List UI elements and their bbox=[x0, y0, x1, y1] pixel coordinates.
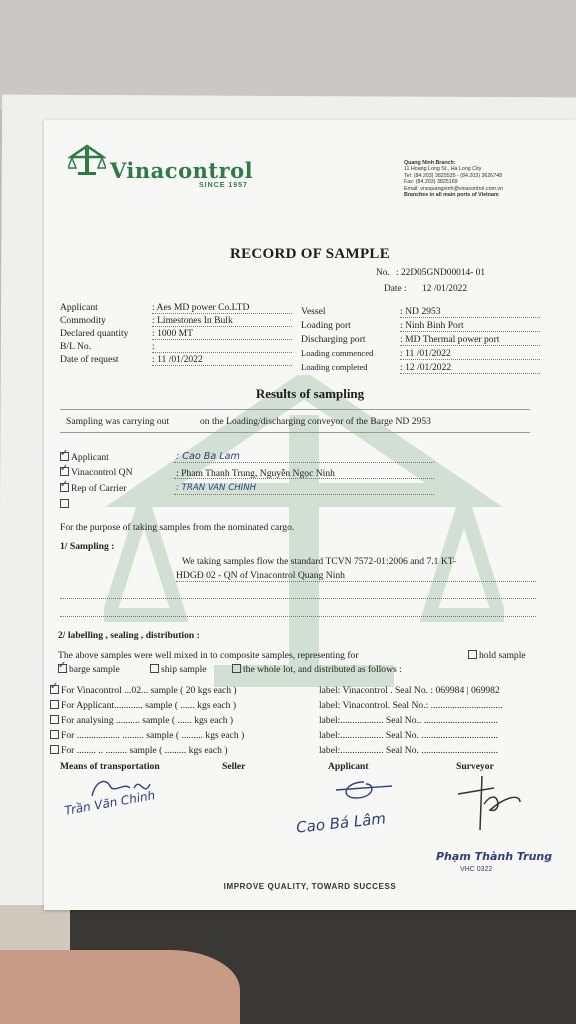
sampling-text-line: HDGĐ 02 - QN of Vinacontrol Quang Ninh bbox=[176, 570, 536, 582]
distribution-right: label: Vinacontrol. Seal No.: .............................. bbox=[319, 700, 503, 711]
sampling-prefix: Sampling was carrying out bbox=[66, 416, 170, 427]
ship-sample-option bbox=[150, 664, 207, 675]
checkbox-checked[interactable] bbox=[60, 452, 69, 461]
detail-value: : Ninh Binh Port bbox=[400, 320, 540, 332]
option-label: barge sample bbox=[69, 664, 120, 675]
branch-line: Tel: (84.203) 3825535 - (84.203) 3626748 bbox=[404, 172, 503, 179]
transport-signature-name: Trần Văn Chinh bbox=[63, 788, 157, 818]
detail-label: Discharging port bbox=[301, 334, 366, 345]
divider bbox=[60, 432, 530, 433]
detail-value: : Limestones In Bulk bbox=[152, 315, 292, 327]
distribution-right: label:.................. Seal No. ................................ bbox=[319, 730, 499, 741]
brand-since: SINCE 1957 bbox=[199, 182, 248, 189]
detail-value: : bbox=[152, 341, 292, 353]
detail-value: : 12 /01/2022 bbox=[400, 362, 540, 374]
surveyor-code: VHC 0322 bbox=[460, 866, 493, 873]
checkbox-checked[interactable] bbox=[60, 483, 69, 492]
branch-line: Email: vnoquangninh@vinacontrol.com.vn bbox=[404, 185, 504, 192]
signature-header-applicant: Applicant bbox=[328, 761, 369, 772]
mixed-text: The above samples were well mixed in to composite samples, representing for bbox=[58, 650, 359, 661]
background-surface bbox=[0, 0, 576, 110]
sampling-heading: 1/ Sampling : bbox=[60, 541, 115, 552]
branch-line: Quang Ninh Branch: bbox=[404, 160, 456, 166]
detail-label: Loading completed bbox=[301, 362, 368, 372]
detail-label: Loading port bbox=[301, 320, 351, 331]
distribution-row bbox=[50, 745, 228, 756]
signature-header-seller: Seller bbox=[222, 761, 246, 772]
distribution-right: label: Vinacontrol . Seal No. : 069984 | 069982 bbox=[319, 685, 500, 696]
dotted-line bbox=[174, 478, 434, 479]
detail-label: B/L No. bbox=[60, 341, 92, 352]
distribution-left: For analysing .......... sample ( ...... kgs each ) bbox=[61, 715, 234, 726]
checkbox-unchecked[interactable] bbox=[232, 664, 241, 673]
dotted-line bbox=[174, 494, 434, 495]
signature-header-surveyor: Surveyor bbox=[456, 761, 494, 772]
record-date-value: 12 /01/2022 bbox=[422, 284, 468, 294]
checkbox-checked[interactable] bbox=[50, 685, 59, 694]
branch-line: Fax: (84.203) 3825169 bbox=[404, 179, 458, 186]
distribution-row bbox=[50, 700, 236, 711]
detail-value: : MD Thermal power port bbox=[400, 334, 540, 346]
detail-value: : 11 /01/2022 bbox=[152, 354, 292, 366]
dotted-line bbox=[60, 598, 536, 599]
sampling-location: on the Loading/discharging conveyor of the Barge ND 2953 bbox=[200, 416, 431, 427]
checkbox-checked[interactable] bbox=[58, 664, 67, 673]
checkbox-unchecked[interactable] bbox=[50, 715, 59, 724]
party-label: Rep of Carrier bbox=[71, 483, 127, 494]
party-value: : Cao Ba Lam bbox=[176, 451, 240, 462]
distribution-left: For Applicant............ sample ( ...... kgs each ) bbox=[61, 700, 237, 711]
barge-sample-option bbox=[58, 664, 120, 675]
distribution-left: For ........ .. ......... sample ( ......... kgs each ) bbox=[61, 745, 228, 756]
applicant-signature-name: Cao Bá Lâm bbox=[295, 809, 387, 837]
document-title: RECORD OF SAMPLE bbox=[229, 246, 391, 262]
detail-value: : 1000 MT bbox=[152, 328, 292, 340]
detail-label: Vessel bbox=[301, 306, 326, 317]
option-label: hold sample bbox=[479, 650, 526, 661]
record-date-label: Date : bbox=[384, 284, 407, 294]
sampling-text-line: We taking samples flow the standard TCVN 7572-01:2006 and 7.1 KT- bbox=[182, 556, 456, 567]
detail-label: Loading commenced bbox=[301, 348, 374, 358]
signature-header-transport: Means of transportation bbox=[60, 761, 160, 772]
distribution-row bbox=[50, 715, 233, 726]
footer-slogan: IMPROVE QUALITY, TOWARD SUCCESS bbox=[223, 882, 397, 891]
branch-contact bbox=[404, 160, 503, 198]
party-row bbox=[60, 452, 109, 463]
distribution-left: For Vinacontrol ...02... sample ( 20 kgs each ) bbox=[61, 685, 237, 696]
party-label: Applicant bbox=[71, 452, 109, 463]
option-label: the whole lot, and distributed as follows : bbox=[243, 664, 402, 675]
party-value: : Pham Thanh Trung, Nguyễn Ngọc Ninh bbox=[176, 468, 335, 479]
applicant-signature bbox=[334, 776, 394, 806]
detail-label: Commodity bbox=[60, 315, 106, 326]
distribution-left: For .................. ......... sample ( ......... kgs each ) bbox=[61, 730, 245, 741]
dotted-line bbox=[60, 616, 536, 617]
record-no-value: : 22D05GND00014- 01 bbox=[396, 268, 486, 278]
party-row bbox=[60, 467, 133, 478]
checkbox-unchecked[interactable] bbox=[50, 745, 59, 754]
party-label: Vinacontrol QN bbox=[71, 467, 133, 478]
surveyor-signature bbox=[454, 774, 524, 834]
document-page bbox=[44, 120, 576, 910]
detail-value: : 11 /01/2022 bbox=[400, 348, 540, 360]
branch-line: Branches in all main ports of Vietnam bbox=[404, 192, 499, 199]
checkbox-unchecked[interactable] bbox=[60, 499, 69, 508]
hand bbox=[0, 950, 240, 1024]
party-row bbox=[60, 483, 126, 494]
party-row bbox=[60, 499, 71, 510]
distribution-right: label:.................. Seal No.. ............................... bbox=[319, 715, 499, 726]
distribution-right: label:.................. Seal No. ................................ bbox=[319, 745, 499, 756]
detail-label: Applicant bbox=[60, 302, 98, 313]
distribution-row bbox=[50, 730, 244, 741]
branch-line: 11 Hoang Long St., Ha Long City bbox=[404, 166, 482, 173]
labelling-heading: 2/ labelling , sealing , distribution : bbox=[58, 630, 200, 641]
results-title: Results of sampling bbox=[255, 386, 365, 401]
brand-name: Vinacontrol bbox=[110, 158, 254, 183]
party-value: : TRAN VAN CHINH bbox=[176, 483, 257, 493]
checkbox-unchecked[interactable] bbox=[50, 730, 59, 739]
vinacontrol-logo-icon bbox=[68, 144, 106, 178]
record-no-label: No. bbox=[376, 268, 390, 278]
dotted-line bbox=[174, 462, 434, 463]
option-label: ship sample bbox=[161, 664, 207, 675]
surveyor-stamp-name: Phạm Thành Trung bbox=[436, 850, 553, 863]
checkbox-unchecked[interactable] bbox=[50, 700, 59, 709]
detail-label: Declared quantity bbox=[60, 328, 129, 339]
hold-sample-option bbox=[468, 650, 526, 661]
purpose-text: For the purpose of taking samples from the nominated cargo. bbox=[60, 522, 295, 533]
checkbox-unchecked[interactable] bbox=[150, 664, 159, 673]
detail-value: : ND 2953 bbox=[400, 306, 540, 318]
detail-value: : Aes MD power Co.LTD bbox=[152, 302, 292, 314]
detail-label: Date of request bbox=[60, 354, 119, 365]
whole-lot-option bbox=[232, 664, 402, 675]
divider bbox=[60, 409, 530, 410]
checkbox-unchecked[interactable] bbox=[468, 650, 477, 659]
distribution-row bbox=[50, 685, 237, 696]
checkbox-checked[interactable] bbox=[60, 467, 69, 476]
